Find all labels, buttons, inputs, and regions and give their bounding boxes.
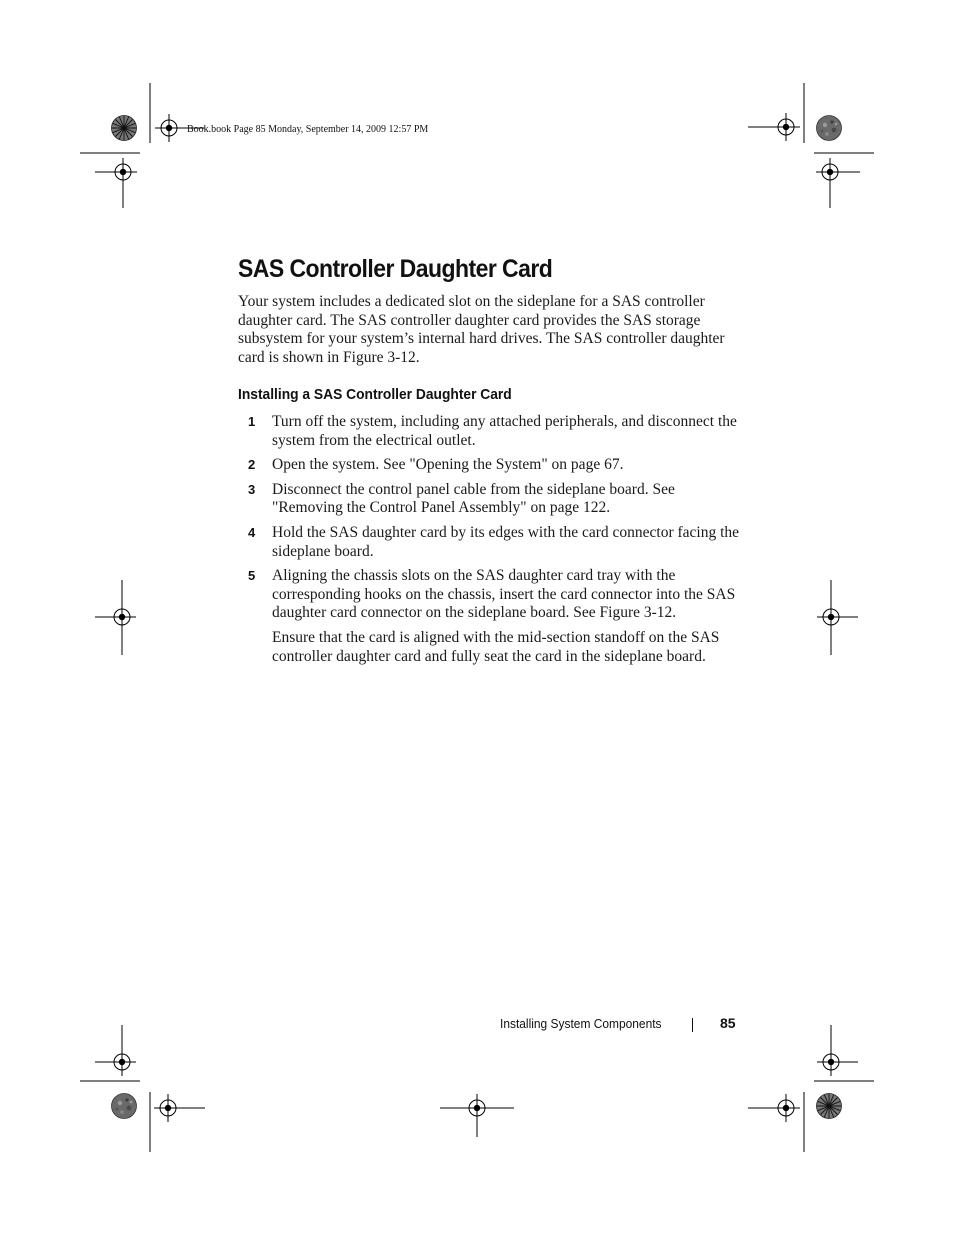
step-text: Turn off the system, including any attached peripherals, and disconnect the system from the electrical outlet.: [272, 413, 737, 449]
step-number: 2: [248, 457, 256, 473]
page-title: SAS Controller Daughter Card: [238, 255, 553, 283]
print-slug: Book.book Page 85 Monday, September 14, 2009 12:57 PM: [187, 124, 429, 135]
steps-list: [248, 413, 748, 666]
section-heading: Installing a SAS Controller Daughter Card: [238, 386, 512, 403]
step-number: 5: [248, 568, 256, 584]
step-number: 3: [248, 481, 256, 497]
step-text: Hold the SAS daughter card by its edges with the card connector facing the sideplane board.: [272, 523, 740, 560]
step-number: 4: [248, 524, 256, 540]
step-number: 1: [248, 414, 256, 429]
step-note: Ensure that the card is aligned with the mid-section standoff on the SAS controller daughter card and fully seat the card in the sideplane board.: [272, 628, 720, 665]
step-text: Disconnect the control panel cable from the sideplane board. See "Removing the Control Panel Assembly" on page 122.: [272, 480, 675, 517]
intro-paragraph: Your system includes a dedicated slot on the sideplane for a SAS controller daughter card. The SAS controller daughter card provides the SAS storage subsystem for your system’s internal hard drives. The SAS controller daughter card is shown in Figure 3-12.: [238, 293, 725, 366]
list-item: [248, 456, 748, 475]
list-item: [248, 413, 748, 450]
footer-divider: [692, 1018, 693, 1032]
footer-section-title: Installing System Components: [500, 1016, 662, 1031]
step-text: Open the system. See "Opening the System" on page 67.: [272, 456, 624, 474]
list-item: [248, 524, 748, 561]
list-item: [248, 481, 748, 518]
list-item: [248, 567, 748, 623]
step-text: Aligning the chassis slots on the SAS daughter card tray with the corresponding hooks on the chassis, insert the card connector into the SAS daughter card connector on the sideplane board. See Figure 3-12.: [272, 567, 736, 622]
page-number: 85: [720, 1015, 736, 1031]
